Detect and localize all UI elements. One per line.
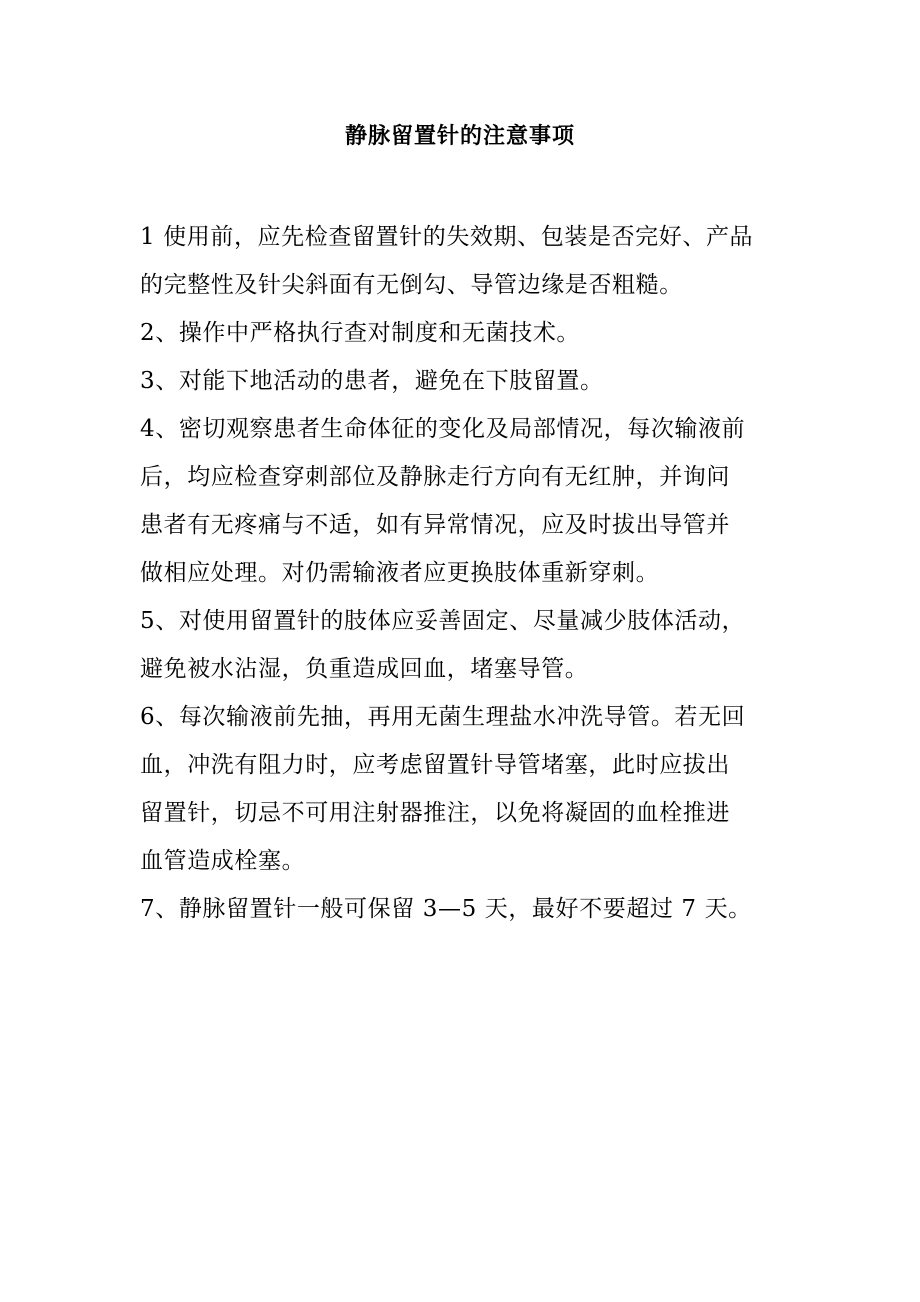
- document-body: [140, 213, 780, 933]
- paragraph-3: 3、对能下地活动的患者，避免在下肢留置。: [140, 368, 604, 394]
- paragraph-2: 2、操作中严格执行查对制度和无菌技术。: [140, 320, 581, 346]
- paragraph-7: 7、静脉留置针一般可保留 3—5 天，最好不要超过 7 天。: [140, 896, 752, 922]
- paragraph-5: 5、对使用留置针的肢体应妥善固定、尽量减少肢体活动， 避免被水沾湿，负重造成回血，堵塞导管。: [140, 608, 746, 682]
- paragraph-6: 6、每次输液前先抽，再用无菌生理盐水冲洗导管。若无回 血，冲洗有阻力时，应考虑留置针导管堵塞，此时应拔出 留置针，切忌不可用注射器推注，以免将凝固的血栓推进 血管造成栓塞。: [140, 704, 746, 874]
- document-title: 静脉留置针的注意事项: [344, 123, 575, 149]
- paragraph-1: 1 使用前，应先检查留置针的失效期、包装是否完好、产品 的完整性及针尖斜面有无倒勾、导管边缘是否粗糙。: [140, 224, 754, 298]
- paragraph-4: 4、密切观察患者生命体征的变化及局部情况，每次输液前 后，均应检查穿刺部位及静脉走行方向有无红肿，并询问 患者有无疼痛与不适，如有异常情况，应及时拔出导管并 做相应处理。对仍需输液者应更换肢体重新穿刺。: [140, 416, 746, 586]
